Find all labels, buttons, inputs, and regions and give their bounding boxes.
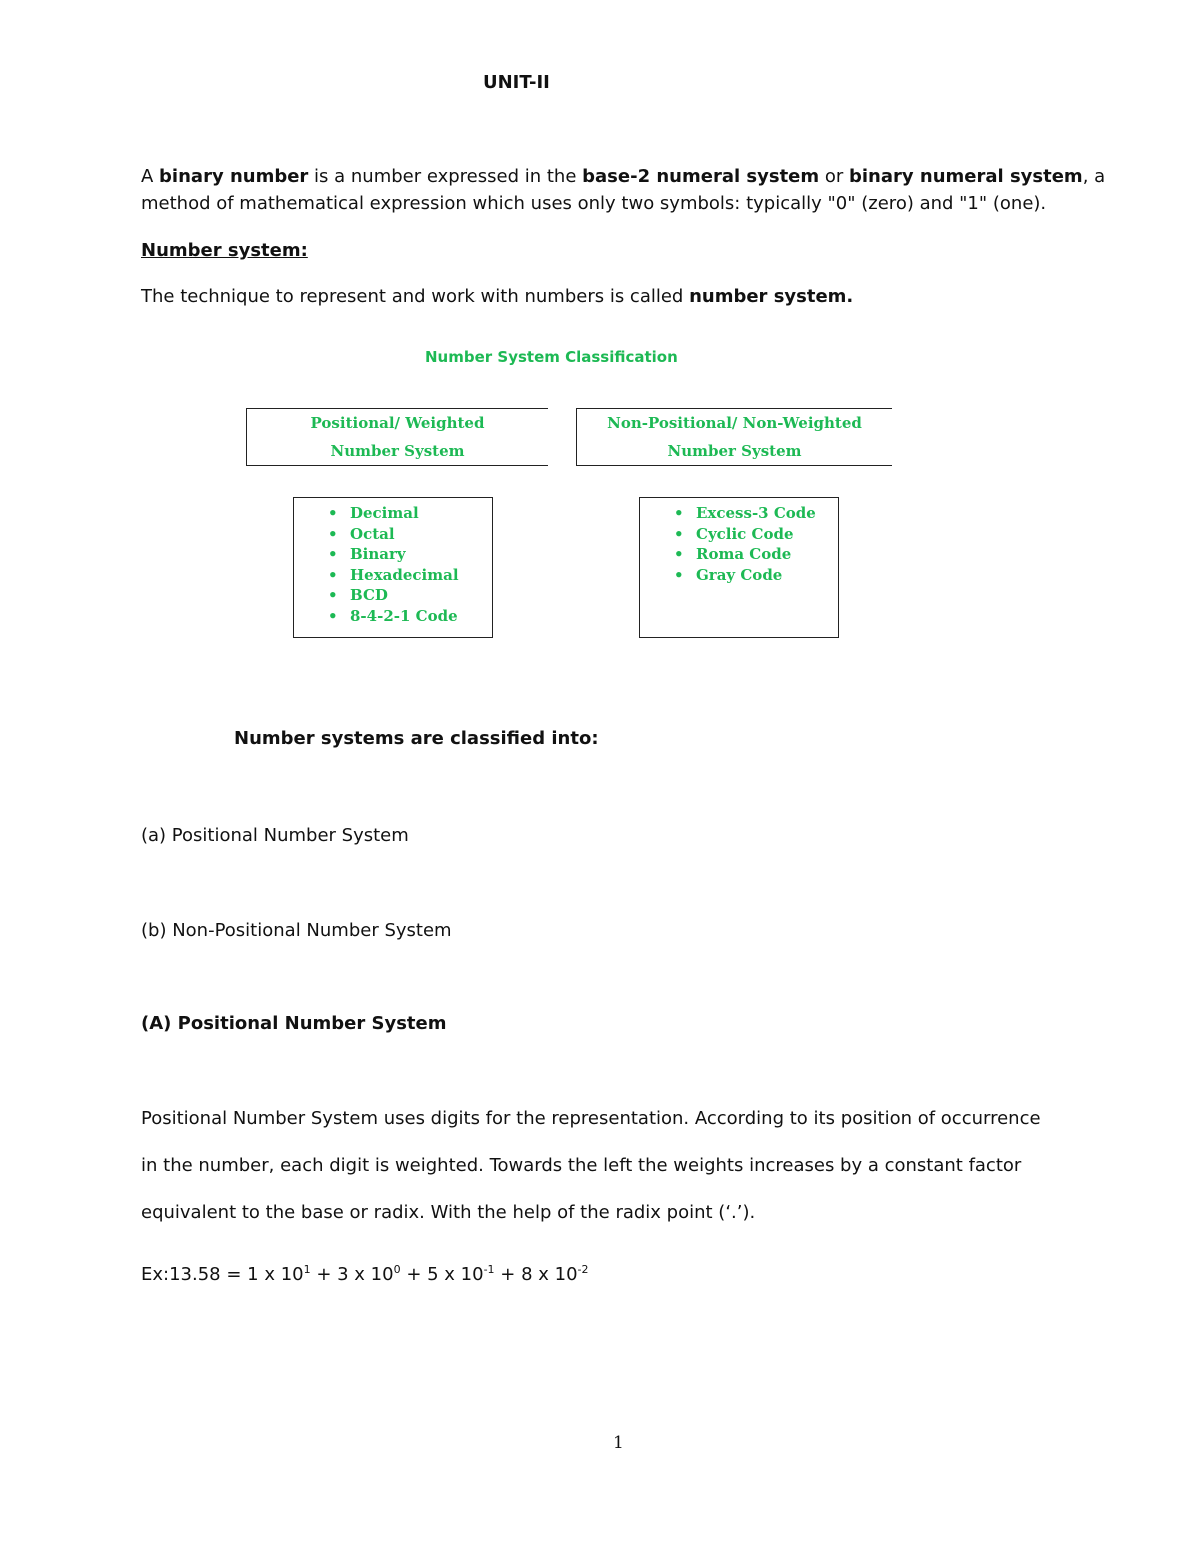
bullet-icon: • (328, 586, 338, 604)
item-label: Binary (350, 545, 406, 563)
intro-text-2: is a number expressed in the (308, 166, 583, 187)
example-text-2: + 3 x 10 (310, 1264, 394, 1285)
bullet-icon: • (674, 565, 684, 584)
bullet-icon: • (674, 504, 684, 522)
intro-line-1 (141, 164, 1105, 190)
item-label: BCD (350, 586, 388, 604)
example-text-3: + 5 x 10 (400, 1264, 484, 1285)
section-a-heading: (A) Positional Number System (141, 1013, 447, 1034)
intro-text-3: or (819, 166, 849, 187)
positional-category-line-1: Positional/ Weighted (310, 414, 485, 432)
definition-line (141, 284, 853, 310)
term-base-2: base-2 numeral system (582, 166, 820, 187)
non-positional-category-line-1: Non-Positional/ Non-Weighted (607, 414, 862, 432)
term-binary-numeral-system: binary numeral system (849, 166, 1083, 187)
list-item (294, 544, 492, 565)
bullet-icon: • (674, 545, 684, 563)
exponent: 0 (393, 1263, 401, 1276)
non-positional-examples-box (639, 497, 839, 638)
number-system-heading: Number system: (141, 240, 308, 261)
list-item (294, 606, 492, 627)
positional-category-box (246, 408, 548, 466)
item-label: Excess-3 Code (696, 504, 816, 522)
exponent: -2 (577, 1263, 589, 1276)
item-label: Roma Code (696, 545, 792, 563)
item-label: Octal (350, 524, 395, 543)
bullet-icon: • (328, 545, 338, 563)
section-a-para-line-2: in the number, each digit is weighted. Towards the left the weights increases by a constant factor (141, 1155, 1022, 1176)
bullet-icon: • (328, 565, 338, 584)
positional-examples-box (293, 497, 493, 638)
definition-term: number system. (689, 286, 854, 307)
list-item (294, 585, 492, 606)
item-label: Cyclic Code (696, 524, 794, 543)
class-b-item: (b) Non-Positional Number System (141, 920, 452, 941)
list-item (294, 565, 492, 586)
unit-title: UNIT-II (483, 72, 550, 93)
intro-text-1: A (141, 166, 160, 187)
list-item (294, 524, 492, 545)
intro-line-2: method of mathematical expression which uses only two symbols: typically "0" (zero) and "1" (one). (141, 193, 1047, 214)
intro-text-4: , a (1082, 166, 1106, 187)
list-item (640, 503, 838, 524)
example-formula (141, 1262, 589, 1288)
definition-text: The technique to represent and work with numbers is called (141, 286, 690, 307)
bullet-icon: • (328, 606, 338, 625)
section-a-para-line-3: equivalent to the base or radix. With the help of the radix point (‘.’). (141, 1202, 756, 1223)
positional-category-line-2: Number System (330, 442, 465, 460)
list-item (640, 524, 838, 545)
exponent: -1 (483, 1263, 495, 1276)
bullet-icon: • (328, 504, 338, 522)
item-label: 8-4-2-1 Code (350, 606, 458, 625)
diagram-title: Number System Classification (425, 348, 678, 366)
page-number: 1 (613, 1433, 624, 1453)
item-label: Decimal (350, 504, 419, 522)
bullet-icon: • (328, 524, 338, 543)
class-a-item: (a) Positional Number System (141, 825, 409, 846)
bullet-icon: • (674, 524, 684, 543)
list-item (294, 503, 492, 524)
item-label: Hexadecimal (350, 565, 459, 584)
list-item (640, 544, 838, 565)
non-positional-category-box (576, 408, 892, 466)
item-label: Gray Code (696, 565, 783, 584)
non-positional-category-line-2: Number System (667, 442, 802, 460)
classified-heading: Number systems are classified into: (234, 728, 599, 749)
example-text-4: + 8 x 10 (494, 1264, 578, 1285)
exponent: 1 (303, 1263, 311, 1276)
list-item (640, 565, 838, 586)
term-binary-number: binary number (159, 166, 309, 187)
example-text-1: Ex:13.58 = 1 x 10 (141, 1264, 304, 1285)
section-a-para-line-1: Positional Number System uses digits for the representation. According to its position of occurrence (141, 1108, 1041, 1129)
